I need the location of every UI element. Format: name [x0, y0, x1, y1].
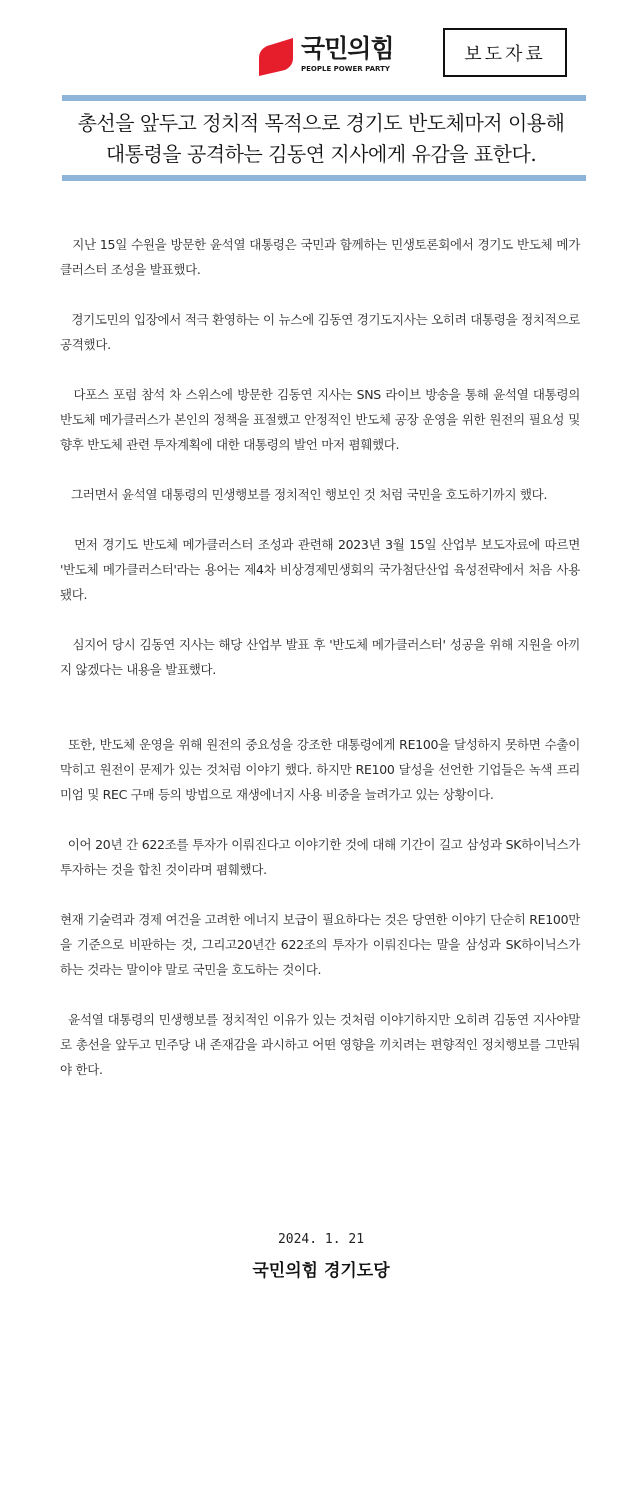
body-paragraph: 경기도민의 입장에서 적극 환영하는 이 뉴스에 김동연 경기도지사는 오히려 대통령을 정치적으로 공격했다. [60, 312, 584, 352]
body-paragraph: 심지어 당시 김동연 지사는 해당 산업부 발표 후 '반도체 메가클러스터' 성공을 위해 지원을 아끼지 않겠다는 내용을 발표했다. [60, 637, 580, 677]
body-paragraph: 또한, 반도체 운영을 위해 원전의 중요성을 강조한 대통령에게 RE100을 달성하지 못하면 수출이 막히고 원전이 문제가 있는 것처럼 이야기 했다. 하지만 RE100 달성을 선언한 기업들은 녹색 프리미엄 및 REC 구매 등의 방법으로 재생에너지 사용 비중을 늘려가고 있는 상황이다. [60, 737, 584, 802]
party-logo-subtitle: PEOPLE POWER PARTY [301, 65, 390, 73]
party-logo [255, 34, 395, 80]
body-paragraph: 이어 20년 간 622조를 투자가 이뤄진다고 이야기한 것에 대해 기간이 길고 삼성과 SK하이닉스가 투자하는 것을 합친 것이라며 폄훼했다. [60, 837, 584, 877]
body-paragraph: 그러면서 윤석열 대통령의 민생행보를 정치적인 행보인 것 처럼 국민을 호도하기까지 했다. [60, 487, 548, 502]
body-paragraph: 지난 15일 수원을 방문한 윤석열 대통령은 국민과 함께하는 민생토론회에서 경기도 반도체 메가클러스터 조성을 발표했다. [60, 237, 580, 277]
headline-top-rule [62, 95, 586, 101]
headline-bottom-rule [62, 175, 586, 181]
party-logo-name: 국민의힘 [301, 34, 394, 63]
body-paragraph: 다포스 포럼 참석 차 스위스에 방문한 김동연 지사는 SNS 라이브 방송을 통해 윤석열 대통령의 반도체 메가클러스가 본인의 정책을 표절했고 안정적인 반도체 공장 운영을 위한 원전의 필요성 및 향후 반도체 관련 투자계획에 대한 대통령의 발언 마저 폄훼했다. [60, 387, 584, 452]
headline-line-1: 총선을 앞두고 정치적 목적으로 경기도 반도체마저 이용해 [77, 111, 565, 135]
headline-line-2: 대통령을 공격하는 김동연 지사에게 유감을 표한다. [105, 142, 537, 166]
issuing-organization: 국민의힘 경기도당 [252, 1261, 390, 1281]
headline [40, 108, 602, 170]
release-date: 2024. 1. 21 [277, 1232, 365, 1247]
body-paragraph: 현재 기술력과 경제 여건을 고려한 에너지 보급이 필요하다는 것은 당연한 이야기 단순히 RE100만을 기준으로 비판하는 것, 그리고20년간 622조의 투자가 이뤄진다는 말을 삼성과 SK하이닉스가 하는 것라는 말이야 말로 국민을 호도하는 것이다. [60, 912, 584, 977]
body-paragraph: 먼저 경기도 반도체 메가클러스터 조성과 관련해 2023년 3월 15일 산업부 보도자료에 따르면 '반도체 메가클러스터'라는 용어는 제4차 비상경제민생회의 국가첨단산업 육성전략에서 처음 사용됐다. [60, 537, 584, 602]
body-paragraph: 윤석열 대통령의 민생행보를 정치적인 이유가 있는 것처럼 이야기하지만 오히려 김동연 지사야말로 총선을 앞두고 민주당 내 존재감을 과시하고 어떤 영향을 끼치려는 편향적인 정치행보를 그만둬야 한다. [60, 1012, 580, 1077]
party-logo-mark-icon [255, 36, 297, 78]
press-release-label: 보도자료 [443, 28, 567, 77]
press-release-body [60, 232, 584, 1082]
